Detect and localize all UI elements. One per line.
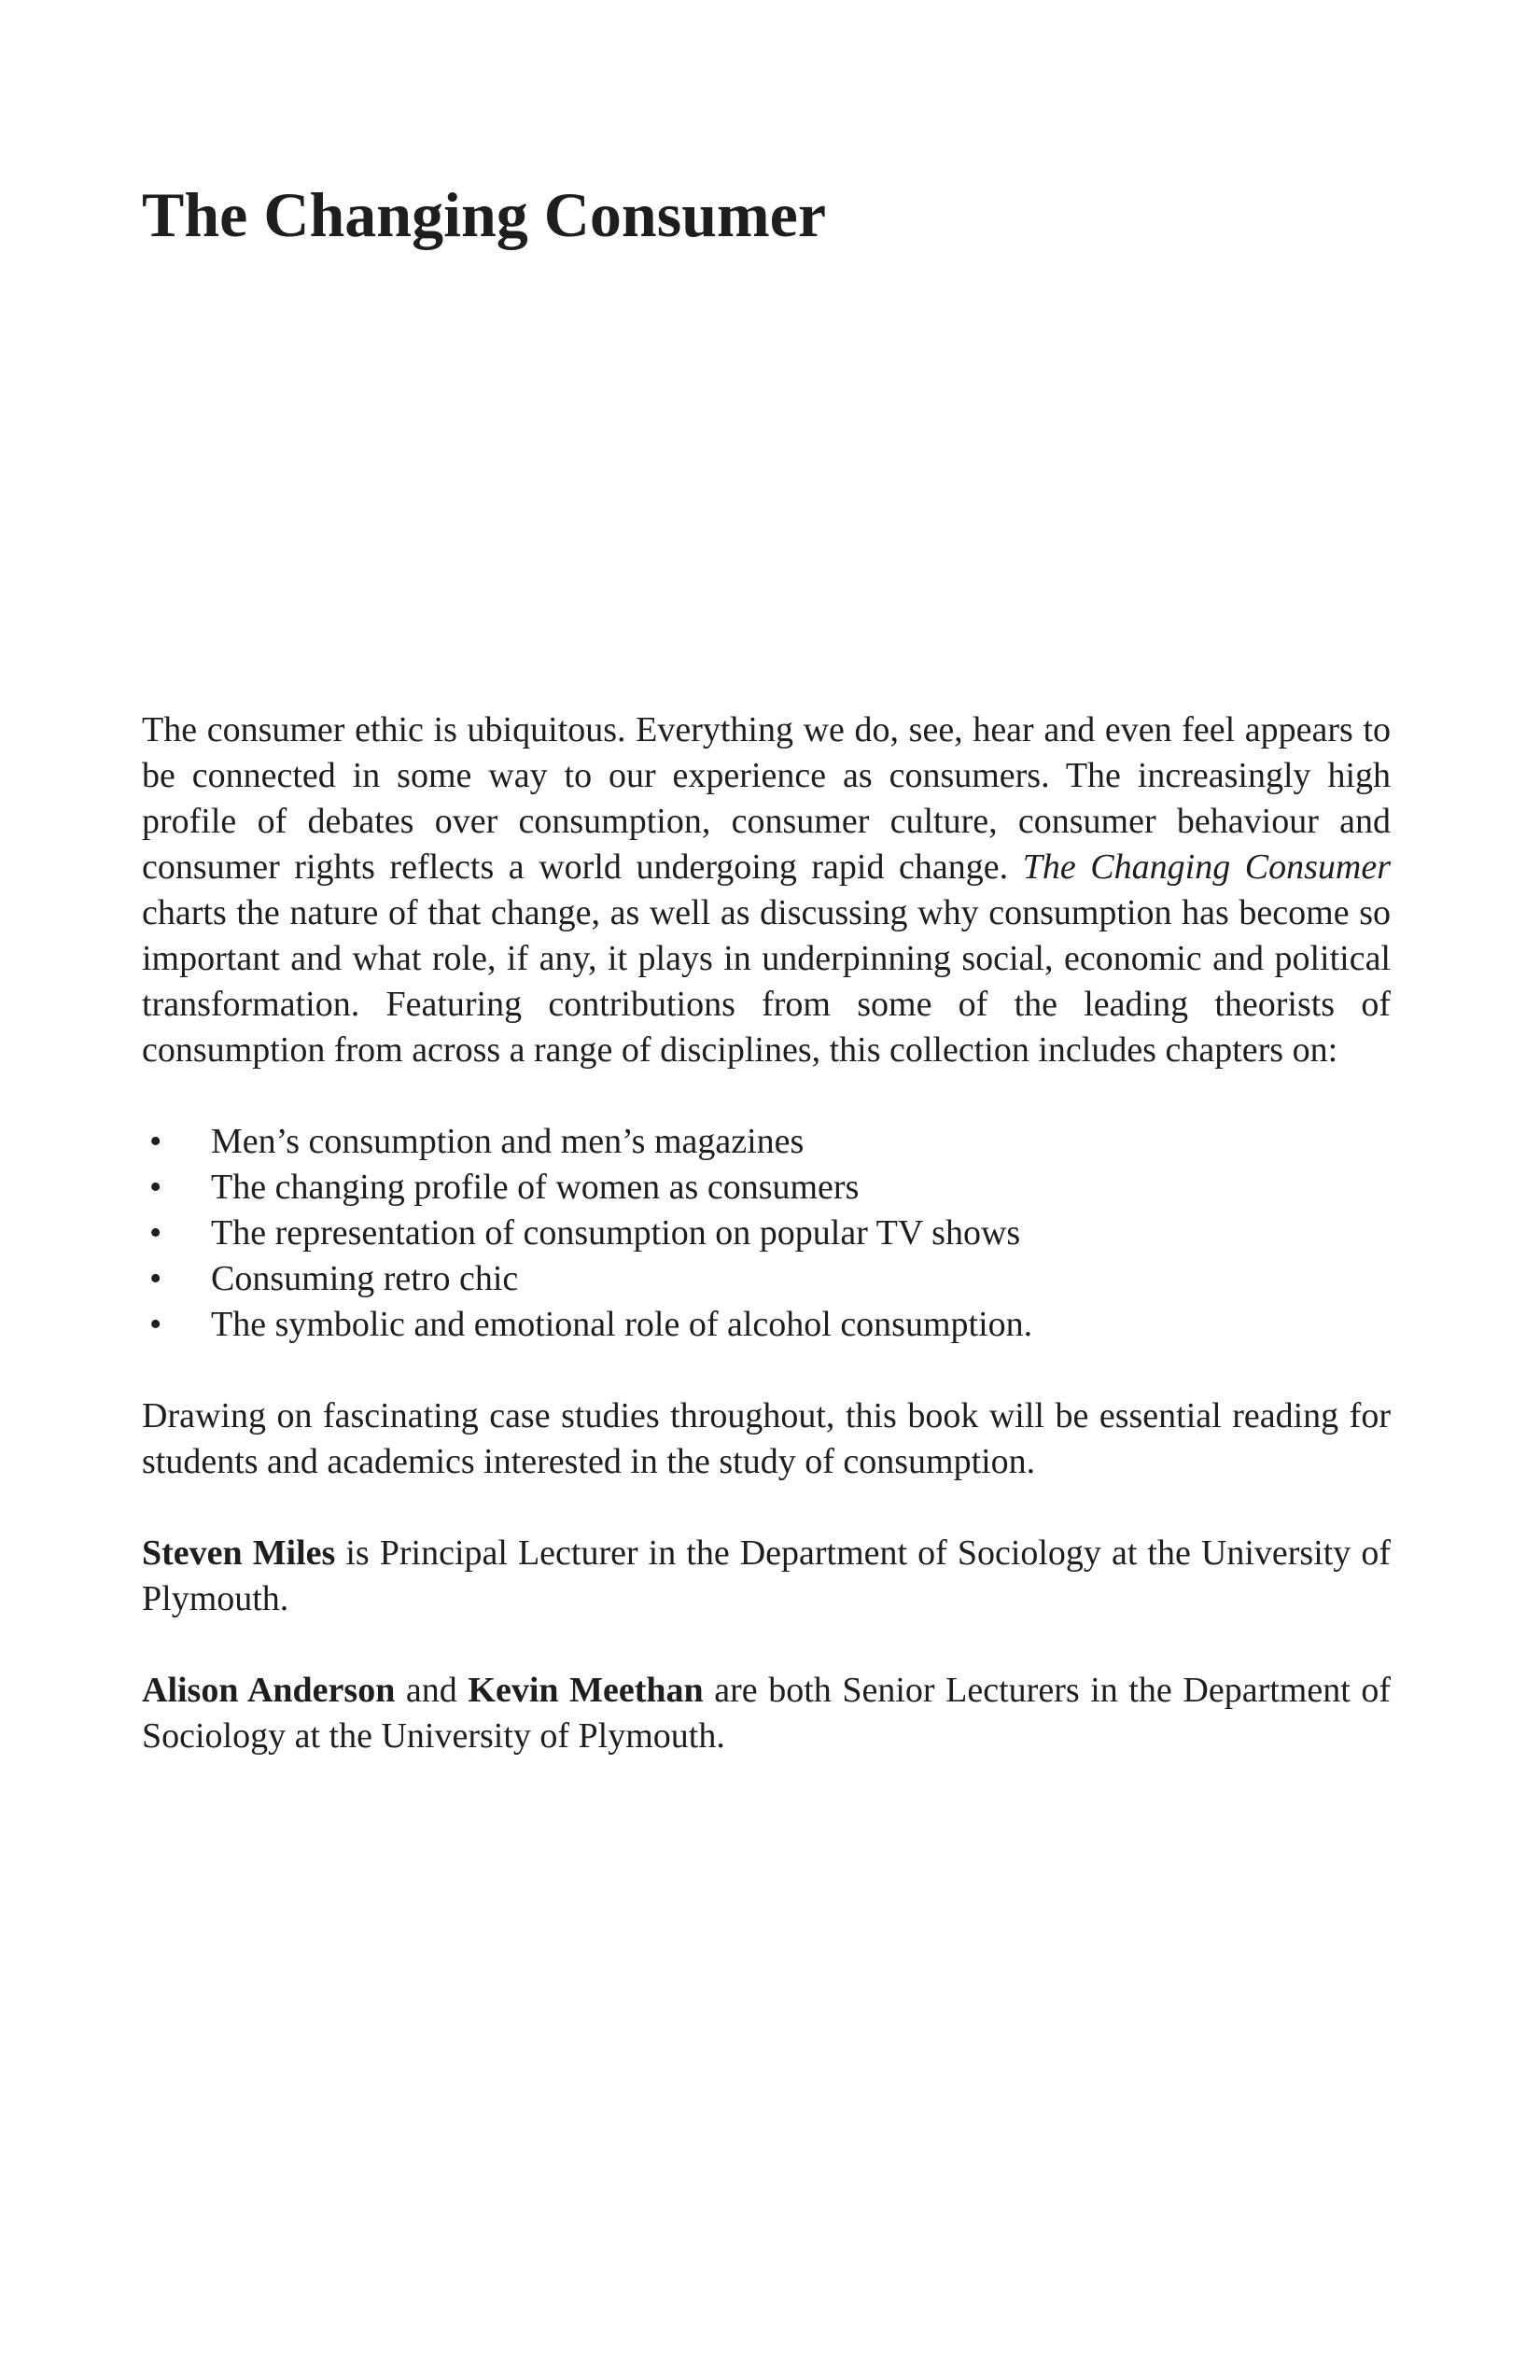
author-bio-miles [142,1531,1391,1622]
author-bio-text: is Principal Lecturer in the Department of Sociology at the University of Plymouth. [142,1533,1391,1618]
author-name-miles: Steven Miles [142,1533,336,1573]
paragraph-gap [142,1485,1391,1531]
chapter-list-item [142,1165,1391,1211]
chapter-list-item [142,1211,1391,1256]
author-bio-anderson-meethan [142,1668,1391,1759]
chapter-list-item [142,1256,1391,1302]
page [142,0,1391,2380]
paragraph-gap [142,1622,1391,1668]
paragraph-gap [142,1348,1391,1393]
bullet-icon: • [149,1305,162,1344]
chapter-label: Consuming retro chic [211,1259,519,1298]
bullet-icon: • [149,1213,162,1253]
description-paragraph [142,707,1391,1073]
description-part-2: charts the nature of that change, as well as discussing why consumption has become so important and what role, if any, it plays in underpinning social, economic and political transformation. Featuring contributions from some of the leading theorists of consumption from across a range of disciplines, this collection includes chapters on: [142,893,1391,1070]
chapter-list-item [142,1119,1391,1165]
body-text [142,707,1391,1759]
closing-paragraph: Drawing on fascinating case studies throughout, this book will be essential reading for students and academics interested in the study of consumption. [142,1396,1391,1481]
author-conjunction: and [395,1671,469,1710]
bullet-icon: • [149,1259,162,1298]
chapter-label: The changing profile of women as consumers [211,1168,860,1207]
author-name-anderson: Alison Anderson [142,1671,396,1710]
author-name-meethan: Kevin Meethan [468,1671,704,1710]
author-bio-text: are both Senior Lecturers in the Department of Sociology at the University of Plymouth. [142,1671,1392,1756]
chapter-list [142,1119,1391,1348]
chapter-label: The symbolic and emotional role of alcohol consumption. [211,1305,1033,1344]
bullet-icon: • [149,1122,162,1161]
book-title-heading: The Changing Consumer [142,179,827,250]
description-part-1: The consumer ethic is ubiquitous. Everything we do, see, hear and even feel appears to be connected in some way to our experience as consumers. The increasingly high profile of debates over consumption, consumer culture, consumer behaviour and consumer rights reflects a world undergoing rapid change. [142,710,1391,887]
chapter-list-item [142,1302,1391,1348]
bullet-icon: • [149,1168,162,1207]
paragraph-gap [142,1073,1391,1119]
chapter-label: Men’s consumption and men’s magazines [211,1122,805,1161]
chapter-label: The representation of consumption on popular TV shows [211,1213,1021,1253]
book-title-italic: The Changing Consumer [1022,847,1391,887]
